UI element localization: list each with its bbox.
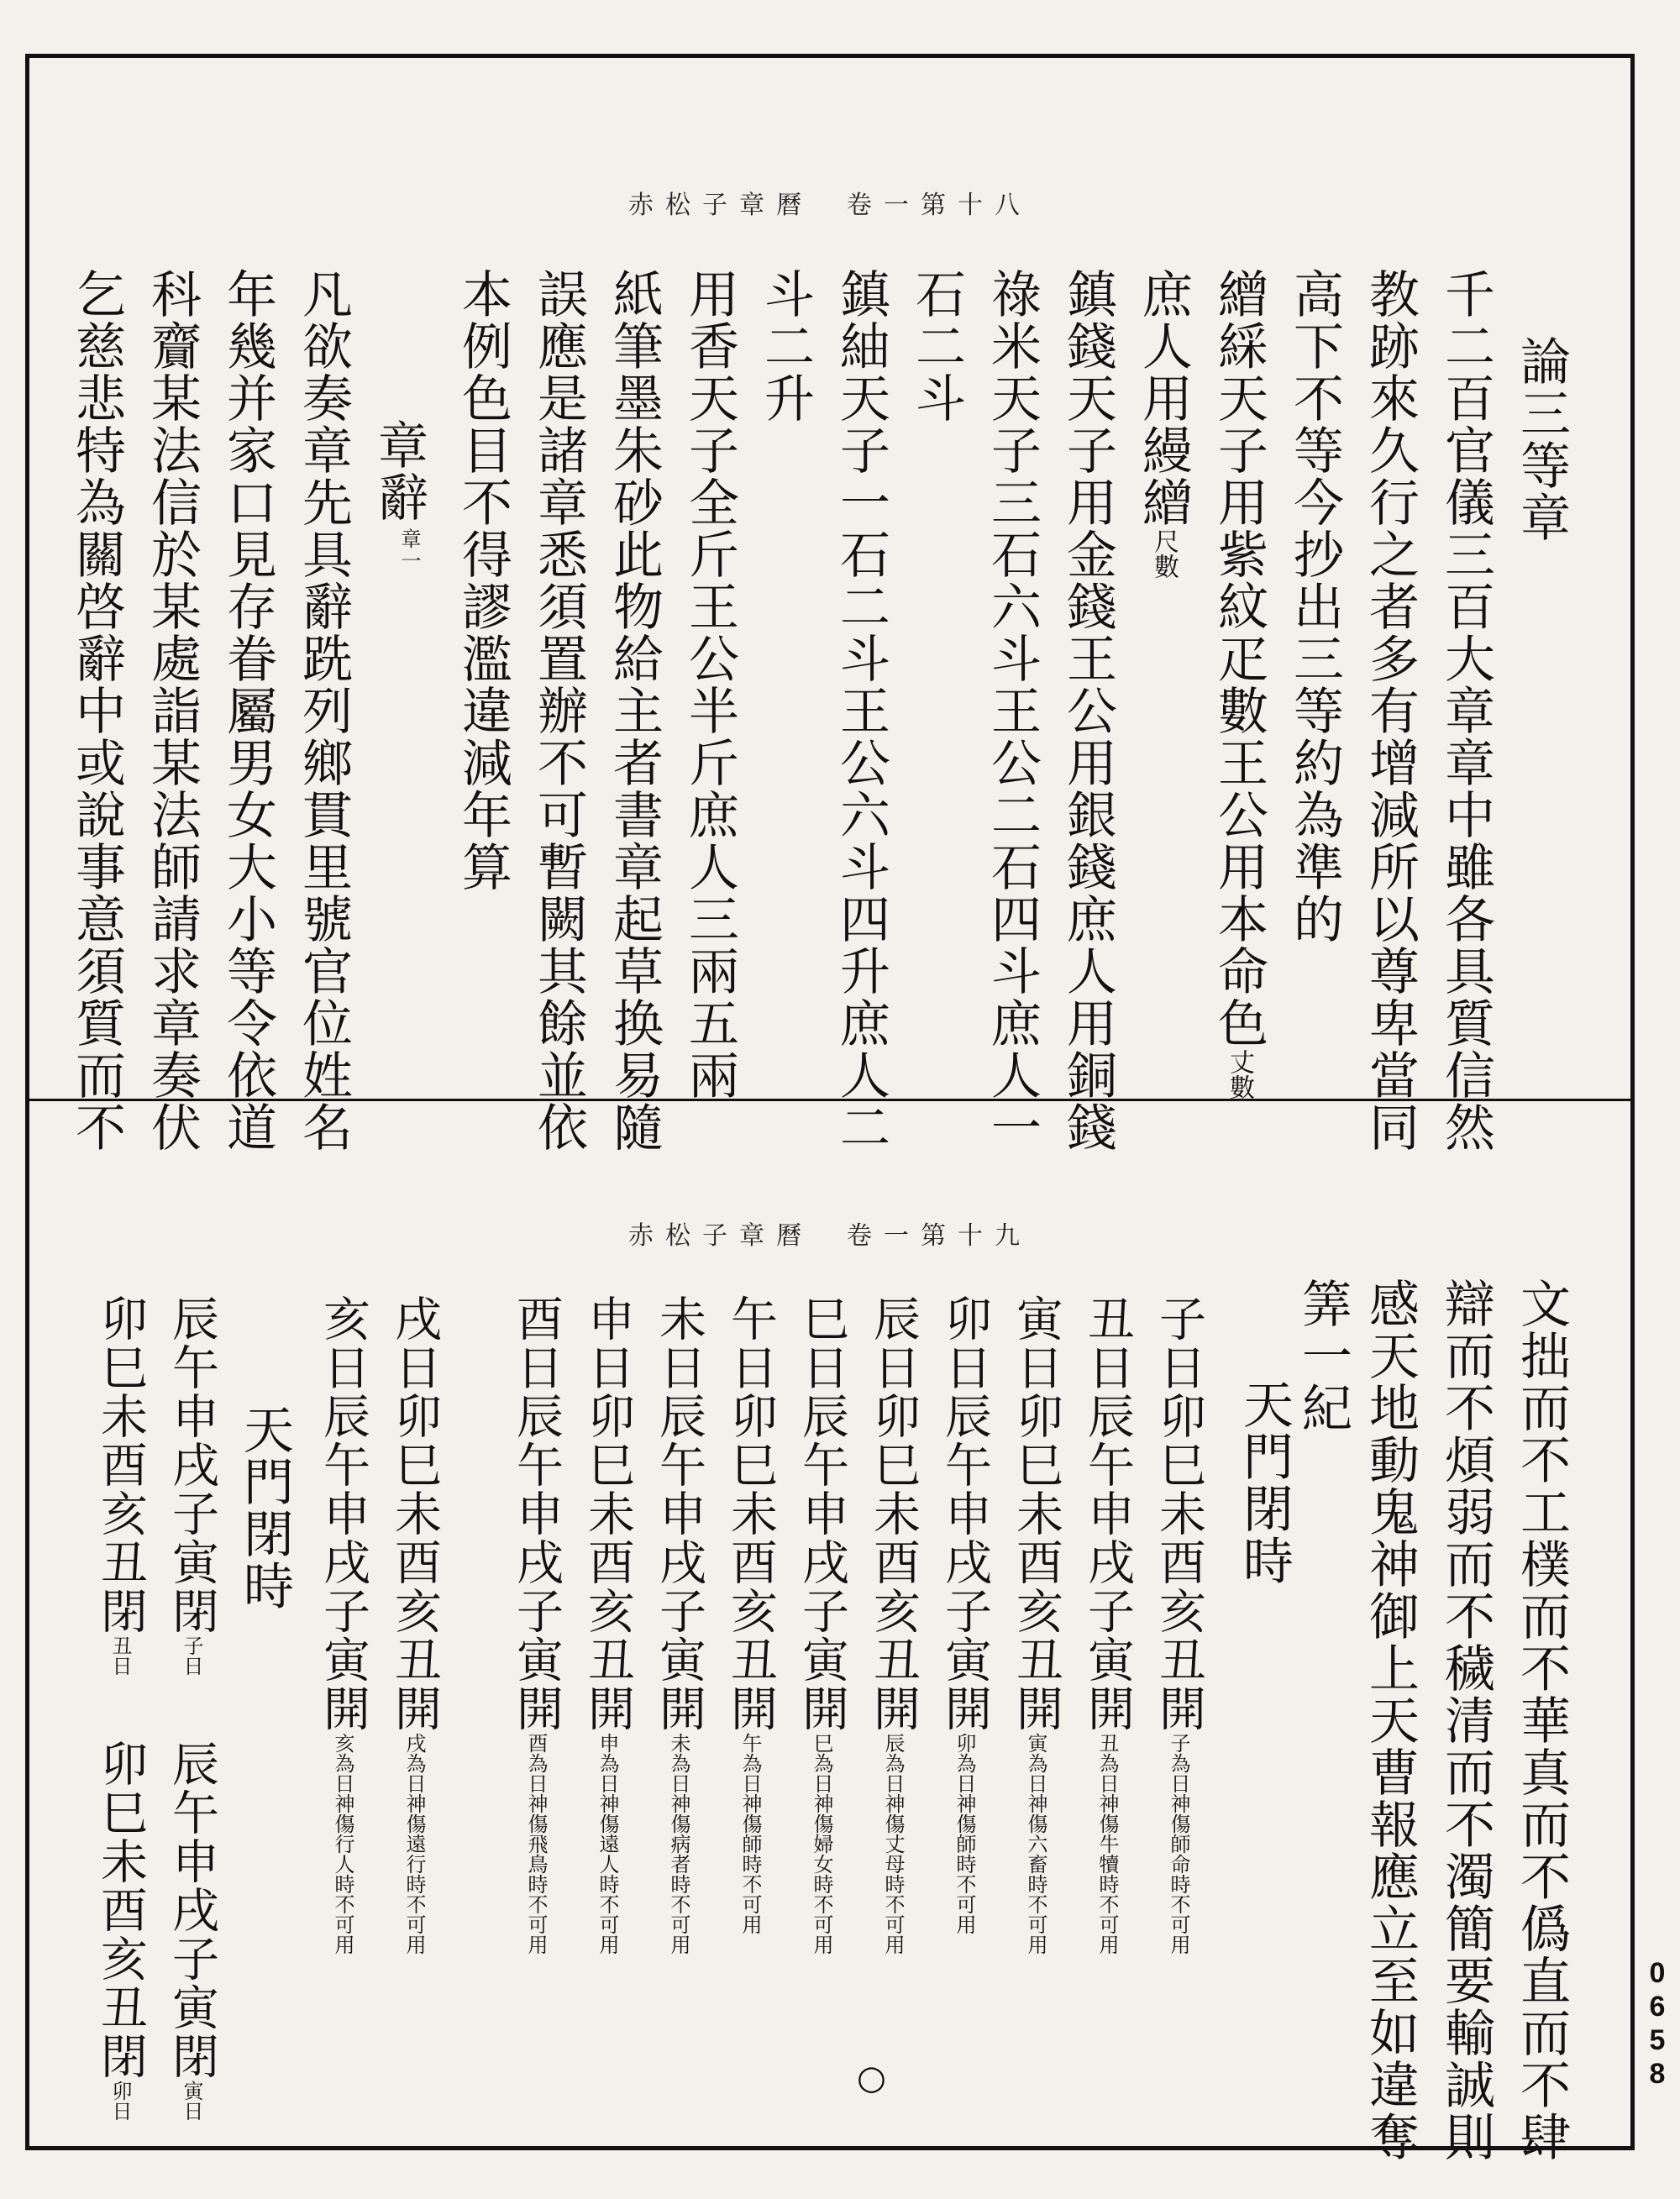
- schedule-row: 酉日辰午申戌子寅開酉為日神傷飛鳥時不可用: [509, 1294, 564, 1955]
- annotation-note: 未為日神傷病者時不可用: [667, 1733, 690, 1955]
- annotation-note: 子為日神傷師命時不可用: [1167, 1733, 1190, 1955]
- text-column: 紙筆墨朱砂此物給主者書章起草换易隨: [605, 268, 664, 1153]
- annotation-note: 寅為日神傷六畜時不可用: [1024, 1733, 1047, 1955]
- text-column: 科齎某法信於某處詣某法師請求章奏伏: [143, 268, 202, 1153]
- annotation-note: 卯為日神傷師時不可用: [953, 1733, 976, 1934]
- text-column: 乞慈悲特為關啓辭中或說事意須質而不: [67, 268, 126, 1153]
- text-column: 感天地動鬼神御上天曹報應立至如違奪: [1361, 1278, 1420, 2163]
- schedule-row: 午日卯巳未酉亥丑開午為日神傷師時不可用: [723, 1294, 778, 1934]
- text-column: 斗二升: [756, 268, 815, 424]
- header-title: 赤松子章曆: [628, 1221, 813, 1251]
- text-column: 繒綵天子用紫紋疋數王公用本命色丈數: [1210, 268, 1268, 1100]
- annotation-note: 丑為日神傷牛犢時不可用: [1095, 1733, 1119, 1955]
- annotation-note: 丈數: [1225, 1049, 1254, 1100]
- text-column: 筭一紀: [1294, 1278, 1352, 1434]
- annotation-note: 章一: [397, 528, 421, 572]
- annotation-note: 辰為日神傷丈母時不可用: [881, 1733, 905, 1955]
- text-column: 本例色目不得謬濫違減年算: [454, 268, 512, 893]
- text-column: 千二百官儀三百大章章中雖各具質信然: [1436, 268, 1495, 1153]
- schedule-row: 辰午申戌子寅閉子日: [165, 1294, 219, 1676]
- lower-page: [29, 1101, 1630, 2163]
- text-column: 年幾并家口見存眷屬男女大小等令依道: [218, 268, 277, 1153]
- text-column: 教跡來久行之者多有增減所以尊卑當同: [1361, 268, 1420, 1153]
- upper-page-header: [29, 184, 1630, 221]
- schedule-row: 戌日卯巳未酉亥丑開戌為日神傷遠行時不可用: [387, 1294, 442, 1955]
- circle-mark-icon: ○: [857, 2059, 886, 2097]
- text-column: 祿米天子三石六斗王公二石四斗庶人一: [983, 268, 1042, 1153]
- schedule-row: 卯巳未酉亥丑閉丑日: [93, 1294, 148, 1676]
- annotation-note: 亥為日神傷行人時不可用: [331, 1733, 354, 1955]
- annotation-note: 午為日神傷師時不可用: [738, 1733, 762, 1934]
- annotation-note: 寅日: [180, 2081, 203, 2121]
- text-column: 庶人用縵繒尺數: [1134, 268, 1193, 579]
- annotation-note: 子日: [180, 1635, 203, 1676]
- schedule-row: 亥日辰午申戌子寅開亥為日神傷行人時不可用: [316, 1294, 370, 1955]
- schedule-row: 丑日辰午申戌子寅開丑為日神傷牛犢時不可用: [1080, 1294, 1135, 1955]
- section-heading: 章辭: [370, 419, 428, 523]
- text-column: 文拙而不工樸而不華真而不僞直而不肆: [1512, 1278, 1571, 2163]
- text-column: 鎮錢天子用金錢王公用銀錢庶人用銅錢: [1058, 268, 1117, 1153]
- annotation-note: 申為日神傷遠人時不可用: [596, 1733, 619, 1955]
- section-heading: 天門閉時: [235, 1404, 294, 1612]
- annotation-note: 戌為日神傷遠行時不可用: [402, 1733, 426, 1955]
- text-column: 用香天子全斤王公半斤庶人三兩五兩: [680, 268, 739, 1101]
- schedule-row: 卯日辰午申戌子寅開卯為日神傷師時不可用: [937, 1294, 992, 1934]
- annotation-note: 卯日: [108, 2081, 132, 2121]
- section-heading: 論三等章: [1512, 335, 1571, 543]
- text-column: 石二斗: [907, 268, 966, 424]
- header-volume: 卷一第十八: [847, 191, 1032, 220]
- schedule-row: 未日辰午申戌子寅開未為日神傷病者時不可用: [652, 1294, 706, 1955]
- lower-page-header: [29, 1215, 1630, 1252]
- schedule-row: 子日卯巳未酉亥丑開子為日神傷師命時不可用: [1152, 1294, 1206, 1955]
- text-column: 高下不等今抄出三等約為準的: [1285, 268, 1344, 945]
- header-volume: 卷一第十九: [847, 1221, 1032, 1251]
- schedule-row: 卯巳未酉亥丑閉卯日: [93, 1740, 148, 2121]
- text-column: 鎮紬天子一石二斗王公六斗四升庶人二: [832, 268, 890, 1153]
- text-column: 辯而不煩弱而不穢清而不濁簡要輸誠則: [1436, 1278, 1495, 2163]
- annotation-note: 酉為日神傷飛鳥時不可用: [524, 1733, 548, 1955]
- schedule-row: 巳日辰午申戌子寅開巳為日神傷婦女時不可用: [795, 1294, 849, 1955]
- section-heading: 天門閉時: [1235, 1378, 1294, 1587]
- schedule-row: 辰日卯巳未酉亥丑開辰為日神傷丈母時不可用: [866, 1294, 921, 1955]
- text-column: 誤應是諸章悉須置辦不可暫闕其餘並依: [529, 268, 588, 1153]
- schedule-row: 寅日卯巳未酉亥丑開寅為日神傷六畜時不可用: [1009, 1294, 1063, 1955]
- annotation-note: 尺數: [1149, 528, 1179, 579]
- upper-page: [29, 58, 1630, 1153]
- annotation-note: 丑日: [108, 1635, 132, 1676]
- schedule-row: 辰午申戌子寅閉寅日: [165, 1740, 219, 2121]
- text-column: 凡欲奏章先具辭跣列鄉貫里號官位姓名: [294, 268, 353, 1153]
- header-title: 赤松子章曆: [628, 191, 813, 220]
- annotation-note: 巳為日神傷婦女時不可用: [810, 1733, 833, 1955]
- page-number: 0658: [1641, 1957, 1673, 2091]
- schedule-row: 申日卯巳未酉亥丑開申為日神傷遠人時不可用: [580, 1294, 635, 1955]
